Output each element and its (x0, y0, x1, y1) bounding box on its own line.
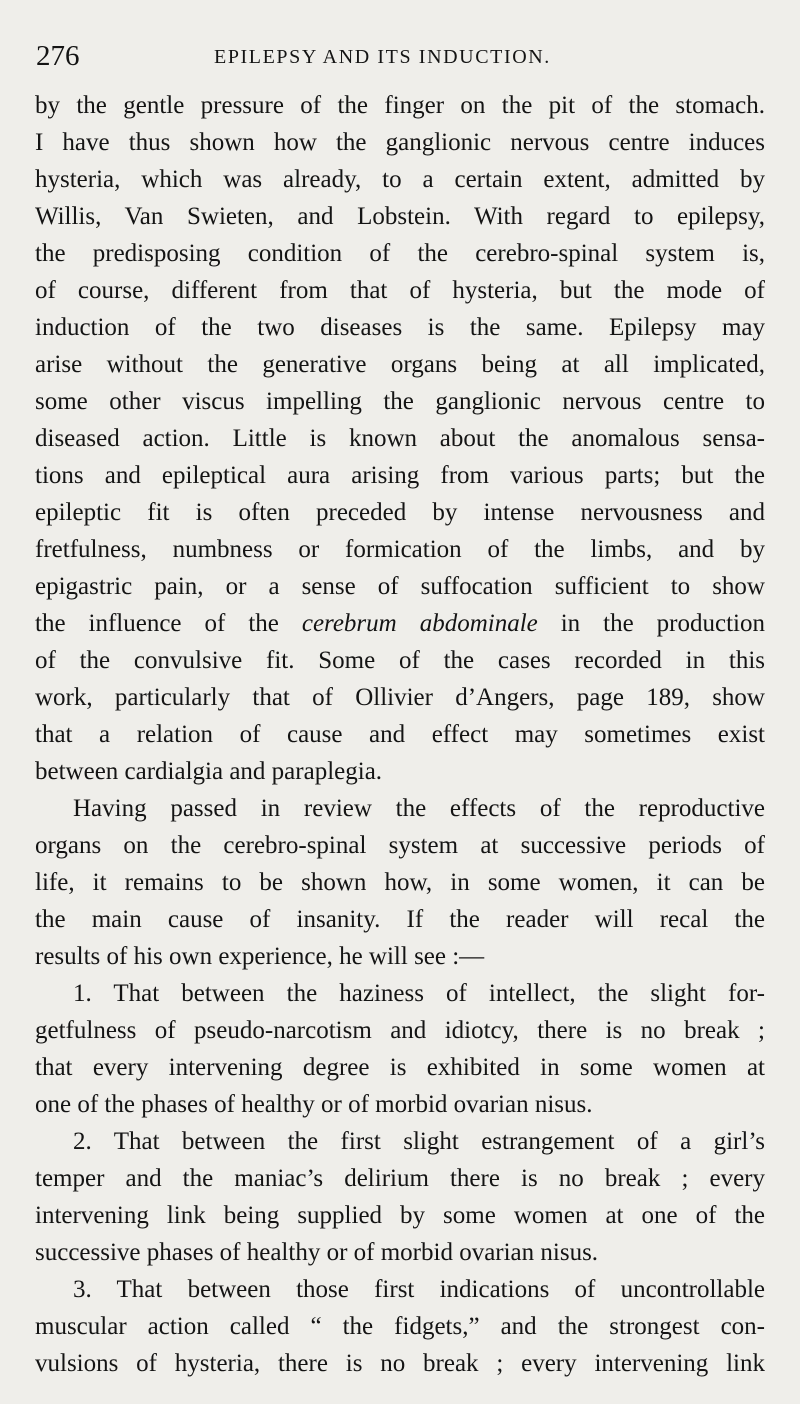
text-line: temper and the maniac’s delirium there is no break ; every (35, 1165, 765, 1192)
body-text (35, 87, 765, 1382)
text-line: the predisposing condition of the cerebro-spinal system is, (35, 240, 765, 267)
text-line: induction of the two diseases is the same. Epilepsy may (35, 314, 765, 341)
text-line (35, 605, 765, 642)
text-line: results of his own experience, he will see :— (35, 943, 485, 970)
italic-term: cerebrum abdominale (301, 610, 538, 637)
text-line: vulsions of hysteria, there is no break ; every intervening link (35, 1350, 765, 1377)
text-segment: in the production (537, 610, 765, 637)
text-line: life, it remains to be shown how, in some women, it can be (35, 869, 765, 896)
text-line: that every intervening degree is exhibited in some women at (35, 1054, 765, 1081)
paragraph-first-line: Having passed in review the effects of the reproductive (73, 795, 765, 822)
text-line: work, particularly that of Ollivier d’Angers, page 189, show (35, 684, 765, 711)
list-item-first-line: 1. That between the haziness of intellect, the slight for- (73, 980, 765, 1007)
text-line: I have thus shown how the ganglionic nervous centre induces (35, 129, 765, 156)
text-line: tions and epileptical aura arising from various parts; but the (35, 462, 765, 489)
running-title: EPILEPSY AND ITS INDUCTION. (214, 46, 551, 68)
list-item-first-line: 2. That between the first slight estrangement of a girl’s (73, 1128, 765, 1155)
text-line: hysteria, which was already, to a certain extent, admitted by (35, 166, 765, 193)
running-head (36, 38, 764, 74)
text-line: muscular action called “ the fidgets,” and the strongest con- (35, 1313, 765, 1340)
text-line: between cardialgia and paraplegia. (35, 758, 383, 785)
text-line: one of the phases of healthy or of morbid ovarian nisus. (35, 1091, 593, 1118)
text-line: fretfulness, numbness or formication of the limbs, and by (35, 536, 765, 563)
text-line: that a relation of cause and effect may sometimes exist (35, 721, 765, 748)
text-line: intervening link being supplied by some women at one of the (35, 1202, 765, 1229)
text-segment: the influence of the (35, 610, 302, 637)
text-line: by the gentle pressure of the finger on the pit of the stomach. (35, 92, 765, 119)
text-line: organs on the cerebro-spinal system at successive periods of (35, 832, 765, 859)
text-line: the main cause of insanity. If the reader will recal the (35, 906, 765, 933)
text-line: diseased action. Little is known about the anomalous sensa- (35, 425, 765, 452)
page-number: 276 (36, 40, 80, 72)
text-line: Willis, Van Swieten, and Lobstein. With regard to epilepsy, (35, 203, 765, 230)
text-line: epigastric pain, or a sense of suffocation sufficient to show (35, 573, 765, 600)
text-line: arise without the generative organs being at all implicated, (35, 351, 765, 378)
text-line: epileptic fit is often preceded by intense nervousness and (35, 499, 765, 526)
text-line: of the convulsive fit. Some of the cases recorded in this (35, 647, 765, 674)
text-line: some other viscus impelling the ganglionic nervous centre to (35, 388, 765, 415)
list-item-first-line: 3. That between those first indications of uncontrollable (73, 1276, 765, 1303)
text-line: of course, different from that of hysteria, but the mode of (35, 277, 765, 304)
text-line: successive phases of healthy or of morbid ovarian nisus. (35, 1239, 599, 1266)
text-line: getfulness of pseudo-narcotism and idiotcy, there is no break ; (35, 1017, 765, 1044)
